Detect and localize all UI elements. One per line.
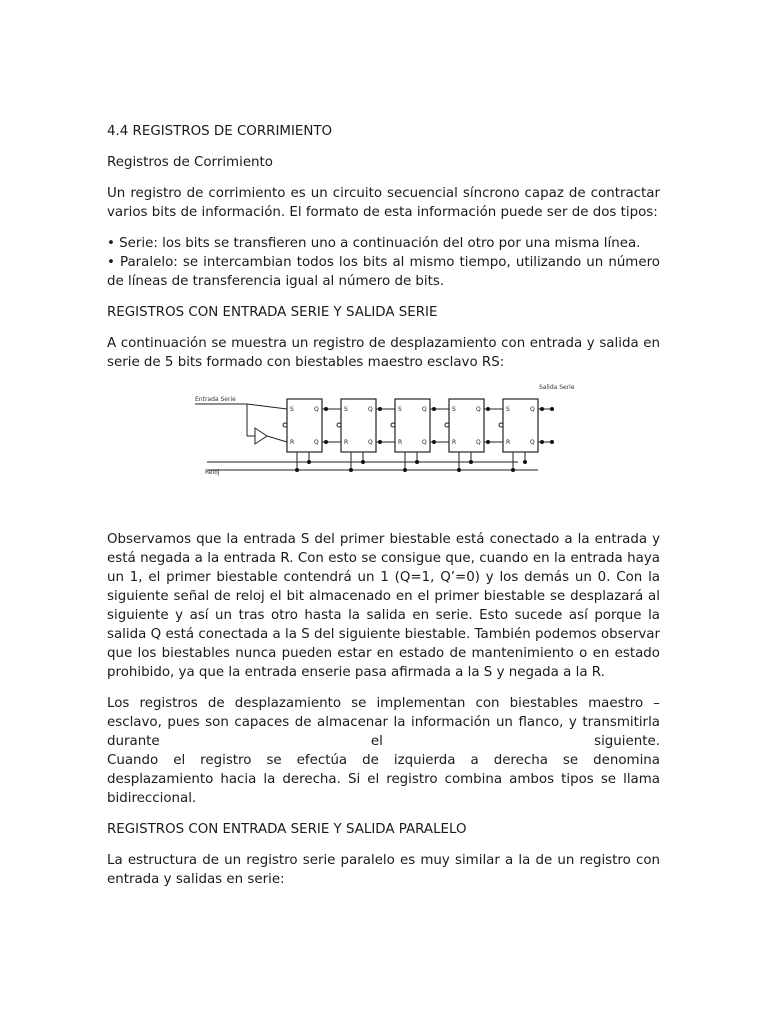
- ff-r-label: R: [398, 439, 403, 446]
- ff-r-label: R: [290, 439, 295, 446]
- junction-dot: [432, 407, 436, 411]
- bullet-serie: • Serie: los bits se transfieren uno a continuación del otro por una misma línea.: [107, 236, 641, 251]
- junction-dot: [432, 440, 436, 444]
- clock-label: Reloj: [205, 469, 220, 476]
- ff-qn-label: Q: [314, 439, 319, 446]
- junction-dot: [295, 468, 299, 472]
- ff-qn-label: Q: [422, 439, 427, 446]
- shift-register-figure: [107, 384, 660, 502]
- junction-dot: [486, 407, 490, 411]
- paragraph-registros-line-1: Los registros de desplazamiento se implementan con biestables maestro – esclavo, pues son capaces de almacenar la información un flanco, y transmitirla durante el siguiente.: [107, 696, 660, 749]
- paragraph-serie-paralelo: La estructura de un registro serie paralelo es muy similar a la de un registro con entrada y salidas en serie:: [107, 853, 660, 887]
- ff-qn-label: Q: [530, 439, 535, 446]
- section-title: 4.4 REGISTROS DE CORRIMIENTO: [107, 124, 333, 139]
- junction-dot: [511, 468, 515, 472]
- junction-dot: [415, 460, 419, 464]
- junction-dot: [540, 440, 544, 444]
- shift-register-diagram: [187, 384, 587, 484]
- inverter: [255, 428, 267, 444]
- heading-serie-serie: REGISTROS CON ENTRADA SERIE Y SALIDA SERIE: [107, 305, 438, 320]
- ff-q-label: Q: [530, 406, 535, 413]
- junction-dot: [378, 407, 382, 411]
- input-wire: [247, 404, 287, 409]
- ff-s-label: S: [290, 406, 294, 413]
- paragraph-registros-direccion: Cuando el registro se efectúa de izquierda a derecha se denomina desplazamiento hacia la derecha. Si el registro combina ambos tipos se llama bidireccional.: [107, 753, 660, 806]
- junction-dot: [361, 460, 365, 464]
- paragraph-serie-serie: A continuación se muestra un registro de desplazamiento con entrada y salida en serie de 5 bits formado con biestables maestro esclavo RS:: [107, 336, 660, 370]
- heading-serie-paralelo: REGISTROS CON ENTRADA SERIE Y SALIDA PARALELO: [107, 822, 467, 837]
- ff-s-label: S: [398, 406, 402, 413]
- ff-s-label: S: [452, 406, 456, 413]
- junction-dot: [550, 440, 554, 444]
- inverter-output-wire: [267, 436, 287, 442]
- clock-input-bubble: [337, 423, 341, 427]
- bullet-list: [107, 234, 660, 291]
- bullet-paralelo: • Paralelo: se intercambian todos los bits al mismo tiempo, utilizando un número de líneas de transferencia igual al número de bits.: [107, 255, 660, 289]
- intro-paragraph: Un registro de corrimiento es un circuito secuencial síncrono capaz de contractar varios bits de información. El formato de esta información puede ser de dos tipos:: [107, 186, 660, 220]
- output-label: Salida Serie: [539, 384, 575, 391]
- ff-q-label: Q: [422, 406, 427, 413]
- junction-dot: [540, 407, 544, 411]
- junction-dot: [349, 468, 353, 472]
- junction-dot: [378, 440, 382, 444]
- ff-qn-label: Q: [476, 439, 481, 446]
- junction-dot: [324, 407, 328, 411]
- clock-input-bubble: [391, 423, 395, 427]
- input-label: Entrada Serie: [195, 396, 236, 403]
- junction-dot: [469, 460, 473, 464]
- paragraph-registros-maestro-esclavo: [107, 694, 660, 751]
- junction-dot: [457, 468, 461, 472]
- junction-dot: [523, 460, 527, 464]
- ff-qn-label: Q: [368, 439, 373, 446]
- junction-dot: [324, 440, 328, 444]
- ff-q-label: Q: [368, 406, 373, 413]
- document-content: [107, 122, 660, 901]
- junction-dot: [307, 460, 311, 464]
- junction-dot: [486, 440, 490, 444]
- ff-q-label: Q: [476, 406, 481, 413]
- ff-s-label: S: [344, 406, 348, 413]
- junction-dot: [403, 468, 407, 472]
- ff-s-label: S: [506, 406, 510, 413]
- ff-r-label: R: [344, 439, 349, 446]
- subtitle: Registros de Corrimiento: [107, 155, 273, 170]
- clock-input-bubble: [499, 423, 503, 427]
- junction-dot: [550, 407, 554, 411]
- paragraph-observamos: Observamos que la entrada S del primer biestable está conectado a la entrada y está negada a la entrada R. Con esto se consigue que, cuando en la entrada haya un 1, el primer biestable contendrá un 1 (Q=1, Q’=0) y los demás un 0. Con la siguiente señal de reloj el bit almacenado en el primer biestable se desplazará al siguiente y así un tras otro hasta la salida en serie. Esto sucede así porque la salida Q está conectada a la S del siguiente biestable. También podemos observar que los biestables nunca pueden estar en estado de mantenimiento o en estado prohibido, ya que la entrada enserie pasa afirmada a la S y negada a la R.: [107, 532, 660, 680]
- ff-r-label: R: [506, 439, 511, 446]
- clock-input-bubble: [283, 423, 287, 427]
- clock-input-bubble: [445, 423, 449, 427]
- ff-r-label: R: [452, 439, 457, 446]
- ff-q-label: Q: [314, 406, 319, 413]
